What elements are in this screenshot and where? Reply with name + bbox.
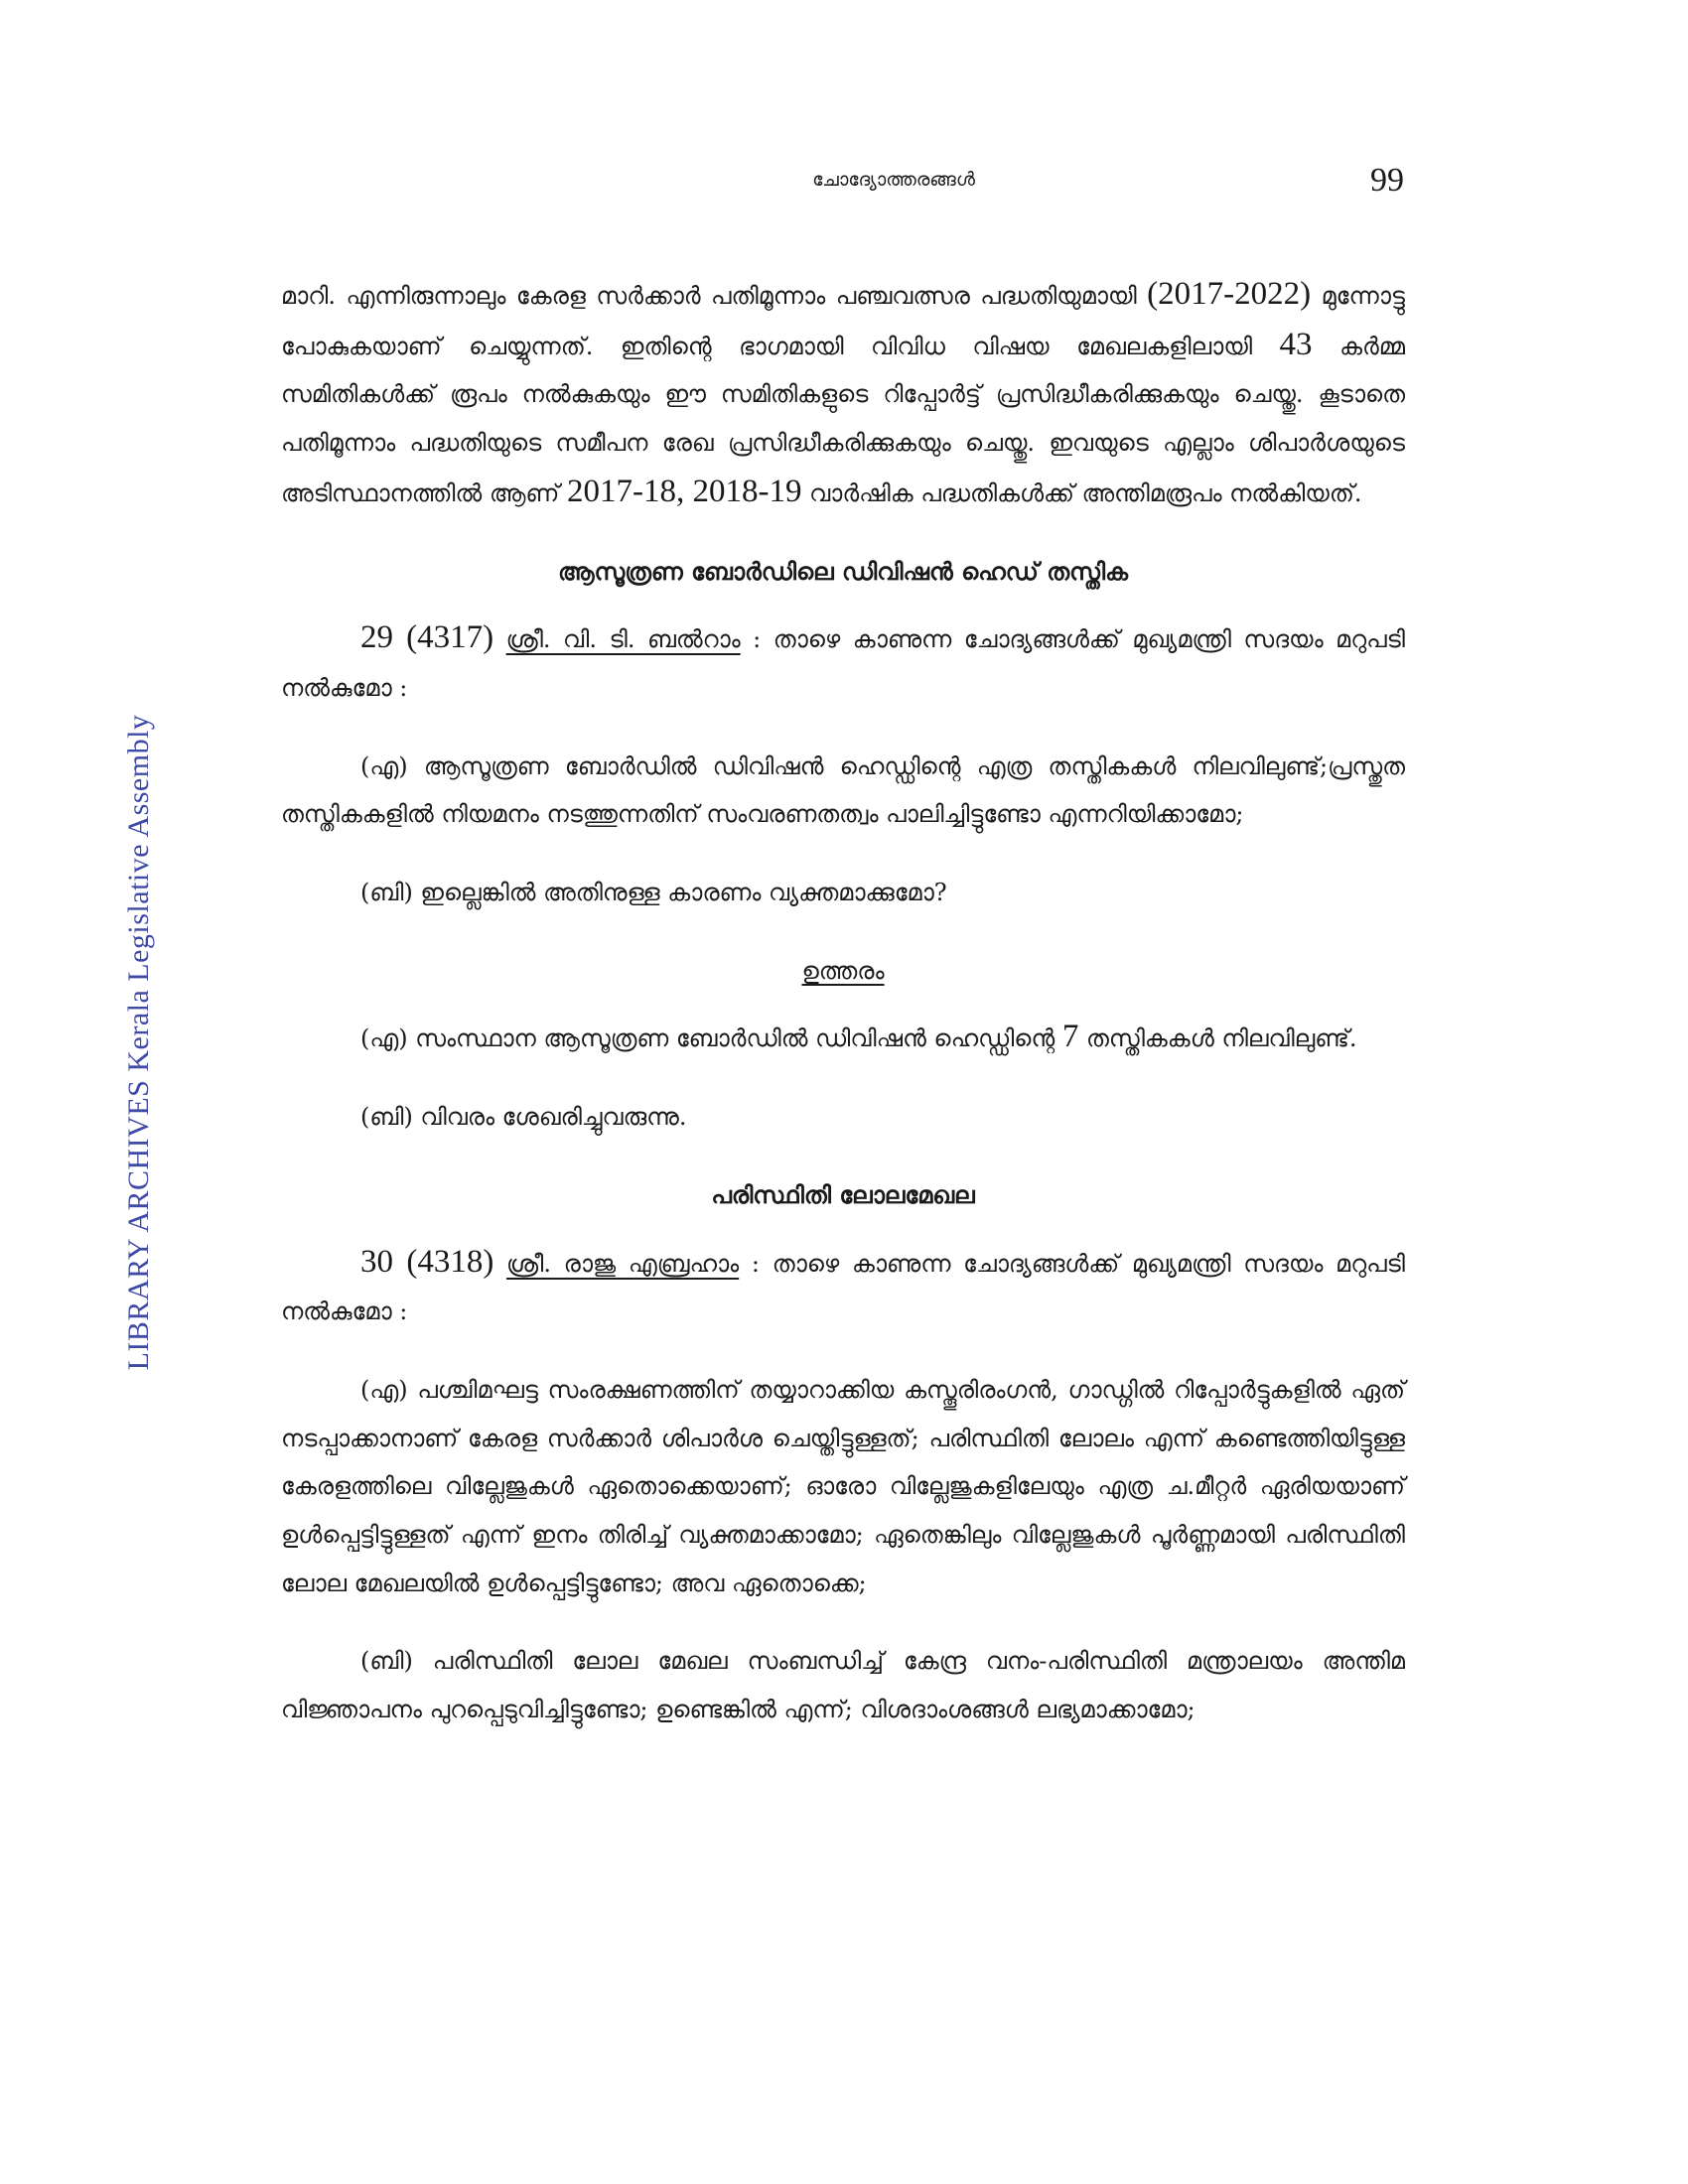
q30-question-intro: [281, 1238, 1405, 1336]
q29-answer-a-text: (എ) സംസ്ഥാന ആസൂത്രണ ബോർഡിൽ ഡിവിഷൻ ഹെഡ്ഡിന്റെ: [360, 1024, 1062, 1053]
intro-text-c: കർമ്മ സമിതികൾക്ക് രൂപം നൽകുകയും ഈ സമിതികളുടെ റിപ്പോർട്ട് പ്രസിദ്ധീകരിക്കുകയും ചെയ്തു. കൂടാതെ പതിമൂന്നാം പദ്ധതിയുടെ സമീപന രേഖ പ്രസിദ്ധീകരിക്കുകയും ചെയ്തു. ഇവയുടെ എല്ലാം ശിപാർശയുടെ അടിസ്ഥാനത്തിൽ ആണ്: [281, 332, 1405, 507]
q29-intro-text: : താഴെ കാണുന്ന ചോദ്യങ്ങൾക്ക് മുഖ്യമന്ത്രി സദയം മറുപടി നൽകുമോ :: [281, 625, 1405, 702]
intro-paragraph: [281, 270, 1405, 518]
q30-number: 30 (4318): [360, 1243, 494, 1280]
q29-question-intro: [281, 614, 1405, 712]
q29-number: 29 (4317): [360, 619, 494, 656]
q29-member-name: ശ്രീ. വി. ടി. ബൽറാം: [505, 625, 741, 654]
archive-watermark: LIBRARY ARCHIVES Kerala Legislative Assembly: [122, 714, 155, 1371]
page-body: [281, 270, 1405, 1734]
q30-heading: പരിസ്ഥിതി ലോലമേഖല: [711, 1180, 975, 1209]
intro-years-b: 2017-18, 2018-19: [567, 473, 802, 509]
q30-intro-text: : താഴെ കാണുന്ന ചോദ്യങ്ങൾക്ക് മുഖ്യമന്ത്രി സദയം മറുപടി നൽകുമോ :: [281, 1249, 1405, 1326]
q29-answer-a-tail: തസ്തികകൾ നിലവിലുണ്ട്.: [1078, 1024, 1357, 1053]
q29-answer-a: [281, 1013, 1405, 1063]
q29-answer-b: (ബി) വിവരം ശേഖരിച്ചുവരുന്നു.: [360, 1103, 687, 1132]
intro-text-a: മാറി. എന്നിരുന്നാലും കേരള സർക്കാർ പതിമൂന്നാം പഞ്ചവത്സര പദ്ധതിയുമായി: [281, 282, 1148, 310]
intro-text-b: മുന്നോട്ടു പോകുകയാണ് ചെയ്യുന്നത്. ഇതിന്റെ ഭാഗമായി വിവിധ വിഷയ മേഖലകളിലായി: [281, 282, 1405, 360]
page-number: 99: [1370, 162, 1404, 199]
q29-answer-heading: ഉത്തരം: [801, 956, 885, 985]
running-header-title: ചോദ്യോത്തരങ്ങൾ: [812, 169, 975, 191]
q29-heading: ആസൂത്രണ ബോർഡിലെ ഡിവിഷൻ ഹെഡ് തസ്തിക: [557, 557, 1129, 586]
q30-member-name: ശ്രീ. രാജു എബ്രഹാം: [506, 1249, 740, 1278]
q29-answer-a-count: 7: [1061, 1019, 1079, 1055]
q30-part-a: (എ) പശ്ചിമഘട്ട സംരക്ഷണത്തിന് തയ്യാറാക്കിയ കസ്തൂരിരംഗൻ, ഗാഡ്ഗിൽ റിപ്പോർട്ടുകളിൽ ഏത് നടപ്പാക്കാനാണ് കേരള സർക്കാർ ശിപാർശ ചെയ്തിട്ടുള്ളത്; പരിസ്ഥിതി ലോലം എന്ന് കണ്ടെത്തിയിട്ടുള്ള കേരളത്തിലെ വില്ലേജുകൾ ഏതൊക്കെയാണ്; ഓരോ വില്ലേജുകളിലേയും എത്ര ച.മീറ്റർ ഏരിയയാണ് ഉൾപ്പെട്ടിട്ടുള്ളത് എന്ന് ഇനം തിരിച്ച് വ്യക്തമാക്കാമോ; ഏതെങ്കിലും വില്ലേജുകൾ പൂർണ്ണമായി പരിസ്ഥിതി ലോല മേഖലയിൽ ഉൾപ്പെട്ടിട്ടുണ്ടോ; അവ ഏതൊക്കെ;: [281, 1375, 1405, 1597]
q29-part-b: (ബി) ഇല്ലെങ്കിൽ അതിനുള്ള കാരണം വ്യക്തമാക്കുമോ?: [360, 879, 947, 907]
q30-part-b: (ബി) പരിസ്ഥിതി ലോല മേഖല സംബന്ധിച്ച് കേന്ദ്ര വനം-പരിസ്ഥിതി മന്ത്രാലയം അന്തിമ വിജ്ഞാപനം പുറപ്പെടുവിച്ചിട്ടുണ്ടോ; ഉണ്ടെങ്കിൽ എന്ന്; വിശദാംശങ്ങൾ ലഭ്യമാക്കാമോ;: [281, 1647, 1405, 1724]
intro-years-a: (2017-2022): [1147, 276, 1312, 312]
intro-text-d: വാർഷിക പദ്ധതികൾക്ക് അന്തിമരൂപം നൽകിയത്.: [801, 478, 1362, 507]
q29-part-a: (എ) ആസൂത്രണ ബോർഡിൽ ഡിവിഷൻ ഹെഡ്ഡിന്റെ എത്ര തസ്തികകൾ നിലവിലുണ്ട്;പ്രസ്തുത തസ്തികകളിൽ നിയമനം നടത്തുന്നതിന് സംവരണതത്വം പാലിച്ചിട്ടുണ്ടോ എന്നറിയിക്കാമോ;: [281, 751, 1405, 829]
intro-count: 43: [1279, 326, 1313, 362]
